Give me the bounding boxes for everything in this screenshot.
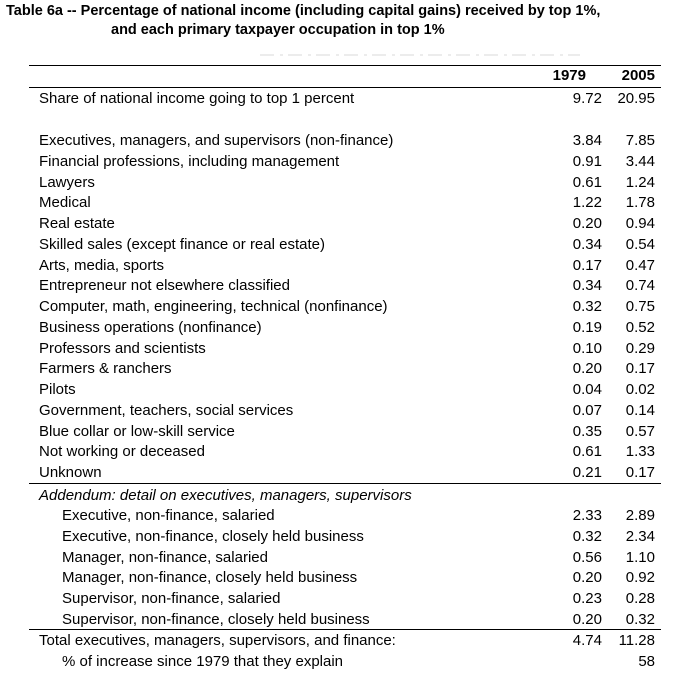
row-label: Total executives, managers, supervisors, and finance:	[39, 632, 396, 649]
occupation-row	[29, 192, 661, 213]
value-1979: 0.23	[572, 590, 602, 607]
value-1979: 0.20	[572, 611, 602, 628]
value-2005: 1.33	[625, 443, 655, 460]
value-2005: 0.14	[625, 402, 655, 419]
row-label: Entrepreneur not elsewhere classified	[39, 277, 290, 294]
addendum-divider	[29, 483, 661, 484]
value-1979: 0.61	[572, 174, 602, 191]
value-2005: 0.17	[625, 360, 655, 377]
value-1979: 0.91	[572, 153, 602, 170]
value-2005: 0.28	[625, 590, 655, 607]
value-2005: 2.34	[625, 528, 655, 545]
addendum-row	[29, 588, 661, 609]
row-label: Supervisor, non-finance, closely held business	[62, 611, 370, 628]
occupation-row	[29, 172, 661, 193]
row-label: Computer, math, engineering, technical (nonfinance)	[39, 298, 388, 315]
table-title-line-2: and each primary taxpayer occupation in top 1%	[111, 22, 445, 38]
addendum-heading	[29, 485, 661, 506]
value-1979: 0.35	[572, 423, 602, 440]
value-2005: 0.54	[625, 236, 655, 253]
value-2005: 58	[638, 653, 655, 670]
occupation-row	[29, 441, 661, 462]
value-1979: 0.19	[572, 319, 602, 336]
occupation-row	[29, 379, 661, 400]
row-label: Not working or deceased	[39, 443, 205, 460]
row-label: Executives, managers, and supervisors (non-finance)	[39, 132, 394, 149]
row-label: Professors and scientists	[39, 340, 206, 357]
row-label: Business operations (nonfinance)	[39, 319, 262, 336]
value-1979: 0.10	[572, 340, 602, 357]
addendum-row	[29, 567, 661, 588]
value-1979: 0.32	[572, 528, 602, 545]
occupation-row	[29, 421, 661, 442]
occupation-row	[29, 213, 661, 234]
value-1979: 3.84	[572, 132, 602, 149]
occupation-row	[29, 400, 661, 421]
table-title	[6, 2, 676, 40]
occupation-row	[29, 275, 661, 296]
value-2005: 0.94	[625, 215, 655, 232]
addendum-row	[29, 505, 661, 526]
occupation-row	[29, 151, 661, 172]
value-1979: 0.56	[572, 549, 602, 566]
occupation-row	[29, 338, 661, 359]
value-1979: 9.72	[572, 90, 602, 107]
value-2005: 1.10	[625, 549, 655, 566]
row-label: Government, teachers, social services	[39, 402, 294, 419]
value-1979: 4.74	[572, 632, 602, 649]
row-label: Real estate	[39, 215, 115, 232]
value-2005: 3.44	[625, 153, 655, 170]
row-label: Executive, non-finance, closely held business	[62, 528, 364, 545]
value-1979: 0.21	[572, 464, 602, 481]
addendum-row	[29, 547, 661, 568]
value-1979: 0.32	[572, 298, 602, 315]
row-label: Manager, non-finance, closely held business	[62, 569, 358, 586]
occupation-row	[29, 462, 661, 483]
value-2005: 0.29	[625, 340, 655, 357]
value-2005: 1.78	[625, 194, 655, 211]
value-1979: 0.20	[572, 360, 602, 377]
row-label: Share of national income going to top 1 percent	[39, 90, 355, 107]
value-2005: 0.57	[625, 423, 655, 440]
value-2005: 7.85	[625, 132, 655, 149]
value-2005: 0.02	[625, 381, 655, 398]
value-1979: 0.04	[572, 381, 602, 398]
share-top-1-percent-row	[29, 88, 661, 109]
occupation-row	[29, 130, 661, 151]
value-2005: 0.47	[625, 257, 655, 274]
occupation-row	[29, 358, 661, 379]
value-1979: 0.20	[572, 569, 602, 586]
row-label: Blue collar or low-skill service	[39, 423, 235, 440]
value-2005: 11.28	[618, 632, 655, 649]
value-1979: 0.07	[572, 402, 602, 419]
value-2005: 0.52	[625, 319, 655, 336]
column-header-2005: 2005	[621, 67, 655, 84]
row-label: Medical	[39, 194, 91, 211]
value-1979: 0.34	[572, 277, 602, 294]
value-1979: 2.33	[572, 507, 602, 524]
row-label: Supervisor, non-finance, salaried	[62, 590, 281, 607]
occupation-row	[29, 255, 661, 276]
faded-header-remnant	[260, 52, 580, 58]
addendum-row	[29, 526, 661, 547]
row-label: Pilots	[39, 381, 76, 398]
table-title-line-1: Table 6a -- Percentage of national income (including capital gains) received by top 1%,	[6, 3, 601, 19]
row-label: Skilled sales (except finance or real estate)	[39, 236, 325, 253]
value-2005: 0.92	[625, 569, 655, 586]
value-2005: 2.89	[625, 507, 655, 524]
value-2005: 0.17	[625, 464, 655, 481]
row-label: Addendum: detail on executives, managers, supervisors	[39, 487, 412, 504]
increase-explained-row	[29, 651, 661, 672]
row-label: Manager, non-finance, salaried	[62, 549, 268, 566]
value-2005: 20.95	[617, 90, 655, 107]
column-header-1979: 1979	[552, 67, 586, 84]
occupation-row	[29, 317, 661, 338]
value-1979: 0.34	[572, 236, 602, 253]
value-2005: 0.75	[625, 298, 655, 315]
addendum-row	[29, 609, 661, 630]
row-label: Farmers & ranchers	[39, 360, 172, 377]
row-label: Lawyers	[39, 174, 95, 191]
value-1979: 0.20	[572, 215, 602, 232]
value-2005: 1.24	[625, 174, 655, 191]
row-label: Executive, non-finance, salaried	[62, 507, 275, 524]
row-label: Unknown	[39, 464, 102, 481]
occupation-row	[29, 234, 661, 255]
value-1979: 1.22	[572, 194, 602, 211]
occupation-row	[29, 296, 661, 317]
value-2005: 0.74	[625, 277, 655, 294]
value-1979: 0.61	[572, 443, 602, 460]
row-label: % of increase since 1979 that they explain	[62, 653, 344, 670]
value-1979: 0.17	[572, 257, 602, 274]
total-row	[29, 630, 661, 651]
row-label: Financial professions, including management	[39, 153, 340, 170]
value-2005: 0.32	[625, 611, 655, 628]
row-label: Arts, media, sports	[39, 257, 165, 274]
